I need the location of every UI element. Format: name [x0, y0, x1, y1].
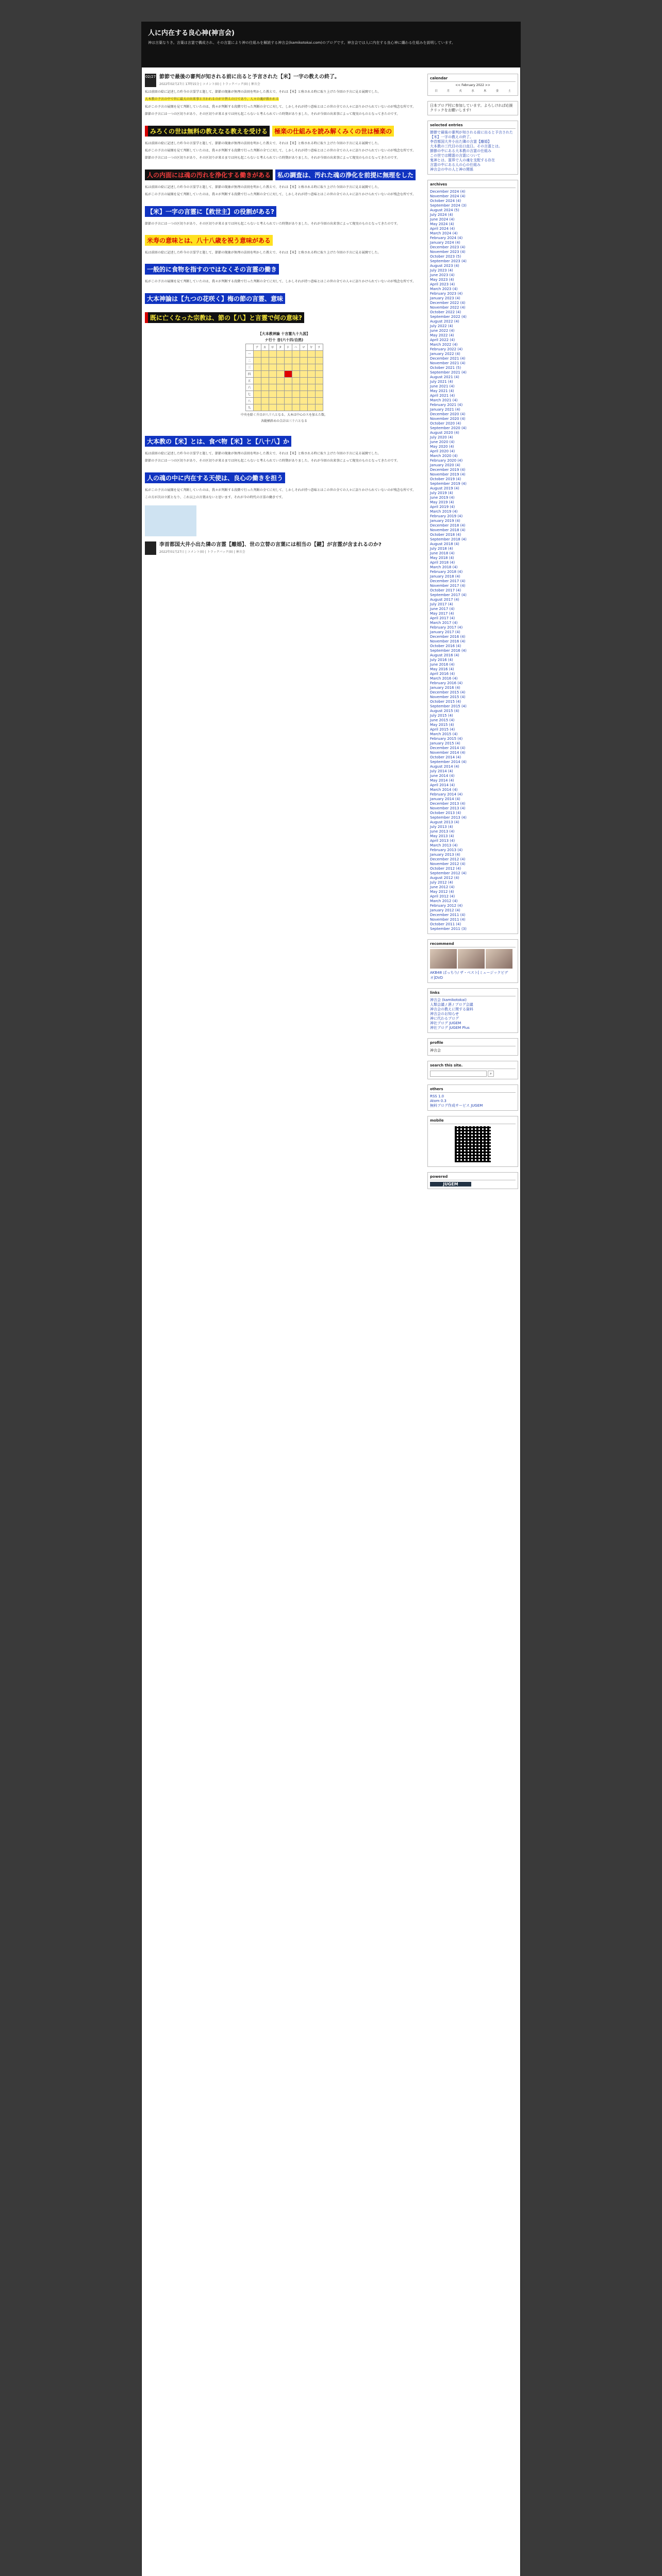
section-heading: 人の魂の中に内在する天使は、良心の働きを担う	[145, 472, 285, 483]
notice-block	[427, 101, 518, 115]
archive-link[interactable]: December 2024 (4)	[430, 190, 466, 194]
archive-link[interactable]: February 2012 (4)	[430, 904, 463, 908]
archive-link[interactable]: September 2013 (4)	[430, 816, 467, 820]
entry2-header	[145, 541, 423, 555]
archives-list	[430, 190, 516, 931]
archive-link[interactable]: December 2017 (4)	[430, 579, 466, 583]
entry-paragraph: 私がこの予言の展開を見て判断していたのは、我々が判断する段階で行った判断の全てに対して、しかしそれが持つ意味とはこの世の全ての人々に語りかけられていないのが残念な所です。	[145, 280, 416, 284]
bottom-banner[interactable]	[145, 505, 196, 536]
archive-link[interactable]: October 2019 (4)	[430, 477, 461, 481]
archive-link[interactable]: July 2023 (4)	[430, 268, 453, 273]
archive-link[interactable]: April 2017 (4)	[430, 616, 455, 620]
archive-link[interactable]: July 2012 (4)	[430, 880, 453, 885]
archive-link[interactable]: September 2017 (4)	[430, 593, 467, 597]
archive-link[interactable]: October 2011 (4)	[430, 922, 461, 926]
calendar-grid	[430, 88, 516, 93]
archive-link[interactable]: May 2016 (4)	[430, 667, 454, 671]
grid-note: 中央を除く升目が八十八となる。大本は中心のスを加えた数。	[240, 413, 327, 417]
archive-link[interactable]: January 2013 (4)	[430, 853, 460, 857]
archive-link[interactable]: June 2012 (4)	[430, 885, 455, 889]
link-item[interactable]: 神言会のお知らせ	[430, 1012, 459, 1016]
calendar-weekday: 木	[483, 90, 487, 93]
link-item[interactable]: 神言会の教えに関する資料	[430, 1007, 473, 1011]
qr-code-icon	[455, 1126, 491, 1162]
archive-link[interactable]: May 2024 (4)	[430, 222, 454, 226]
sidebar	[427, 74, 518, 1194]
calendar-weekday: 水	[471, 90, 474, 93]
archive-link[interactable]: April 2022 (4)	[430, 338, 455, 342]
recent-entry-link[interactable]: 神言会の中の人と神の関係	[430, 167, 473, 172]
archive-link[interactable]: April 2018 (4)	[430, 561, 455, 565]
blog-header	[142, 22, 520, 67]
calendar-title: calendar	[430, 76, 516, 82]
archive-link[interactable]: August 2023 (4)	[430, 264, 459, 268]
archive-link[interactable]: January 2015 (4)	[430, 741, 460, 745]
archive-link[interactable]: December 2011 (4)	[430, 913, 466, 917]
archive-link[interactable]: January 2012 (4)	[430, 908, 460, 912]
recommend-block	[427, 939, 518, 983]
archive-link[interactable]: August 2013 (4)	[430, 820, 459, 824]
entry-paragraph: この方が次は立派となり、これ以上の言葉はないと思います。それが今の時代の言霊の働きです。	[145, 496, 285, 500]
powered-title: powered	[430, 1175, 516, 1180]
archive-link[interactable]: December 2021 (4)	[430, 357, 466, 361]
archive-link[interactable]: June 2021 (4)	[430, 384, 455, 388]
archive-link[interactable]: October 2018 (4)	[430, 533, 461, 537]
archive-link[interactable]: April 2023 (4)	[430, 282, 455, 286]
archive-link[interactable]: February 2015 (4)	[430, 737, 463, 741]
entry-paragraph: 私は前回の絵に記述した昨今の言霊学と題して、節節の現象が無理の法則を明かした教えで、それは【米】と称される時に取り上げた今回の予言に見る展開でした。	[145, 451, 381, 455]
archive-link[interactable]: November 2017 (4)	[430, 584, 466, 588]
archive-link[interactable]: February 2014 (4)	[430, 792, 463, 796]
calendar-block	[427, 74, 518, 96]
archives-block	[427, 180, 518, 934]
archive-link[interactable]: October 2016 (4)	[430, 644, 461, 648]
recommend-thumbs[interactable]	[430, 949, 516, 969]
entry-paragraph: 私は前回の絵に記述した昨今の言霊学と題して、節節の現象が無理の法則を明かした教えで、それは【米】と称される時に取り上げた今回の予言に見る展開でした。	[145, 251, 381, 255]
archive-link[interactable]: September 2023 (4)	[430, 259, 467, 263]
recent-entry-link[interactable]: 李首都国大井小出た隣の言霊【離婚】	[430, 140, 491, 144]
archive-link[interactable]: March 2018 (4)	[430, 565, 458, 569]
archive-link[interactable]: December 2019 (4)	[430, 468, 466, 472]
archive-link[interactable]: March 2013 (4)	[430, 843, 458, 848]
archive-link[interactable]: July 2018 (4)	[430, 547, 453, 551]
recommend-thumb[interactable]	[458, 949, 485, 969]
blog-description: 神は言葉なりき。言葉は言霊で構成され、その言霊により神の仕組みを解読する神言会(kamikotokai.com)のブログです。神言会では人に内在する良心神に纏わる仕組みを説明しています。	[148, 41, 455, 45]
archive-link[interactable]: December 2016 (4)	[430, 635, 466, 639]
archive-link[interactable]: November 2018 (4)	[430, 528, 466, 532]
entry2-title[interactable]: 李首都国大井小出た隣の言霊【離婚】、世の立替の言葉には相当の【鍵】が言霊が含まれるのか?	[159, 541, 382, 548]
section-heading: 人の内面には魂の汚れを浄化する働きがある	[145, 170, 273, 180]
archive-link[interactable]: January 2021 (4)	[430, 408, 460, 412]
section-heading: 【米】一字の言霊に【救世主】の役割がある?	[145, 206, 276, 217]
grid-title: 【大本教神論 十言霊九十九図】	[258, 331, 310, 336]
entry-paragraph: 私は前回の絵に記述した昨今の言霊学と題して、節節の現象が無理の法則を明かした教えで、それは【米】と称される時に取り上げた今回の予言に見る展開でした。	[145, 141, 381, 145]
archive-link[interactable]: April 2015 (4)	[430, 727, 455, 732]
archive-link[interactable]: April 2019 (4)	[430, 505, 455, 509]
archive-link[interactable]: October 2015 (4)	[430, 700, 461, 704]
archive-link[interactable]: July 2020 (4)	[430, 435, 453, 439]
links-list	[430, 998, 516, 1030]
blogmura-notice[interactable]: 日本ブログ村に参加しています。よろしければ応援クリックをお願いします!	[430, 104, 513, 112]
archive-link[interactable]: January 2014 (4)	[430, 797, 460, 801]
archive-link[interactable]: June 2013 (4)	[430, 829, 455, 834]
archive-link[interactable]: March 2021 (4)	[430, 398, 458, 402]
archive-link[interactable]: July 2015 (4)	[430, 714, 453, 718]
archive-link[interactable]: March 2024 (4)	[430, 231, 458, 235]
entry-paragraph	[145, 97, 423, 101]
archive-link[interactable]: June 2024 (4)	[430, 217, 455, 222]
link-item[interactable]: 神社ブログ JUGEM Plus	[430, 1026, 470, 1030]
archive-link[interactable]: March 2022 (4)	[430, 343, 458, 347]
archive-link[interactable]: March 2017 (4)	[430, 621, 458, 625]
archive-link[interactable]: October 2024 (4)	[430, 199, 461, 203]
archive-link[interactable]: November 2022 (4)	[430, 306, 466, 310]
archive-link[interactable]: January 2017 (4)	[430, 630, 460, 634]
entry2-date	[145, 541, 156, 555]
archive-link[interactable]: May 2015 (4)	[430, 723, 454, 727]
profile-title: profile	[430, 1041, 516, 1046]
recommend-title: recommend	[430, 942, 516, 947]
link-item[interactable]: 神に代わるブログ	[430, 1016, 459, 1021]
kotodama-grid	[225, 331, 343, 423]
archive-link[interactable]: August 2020 (4)	[430, 431, 459, 435]
archive-link[interactable]: January 2022 (4)	[430, 352, 460, 356]
archive-link[interactable]: June 2017 (4)	[430, 607, 455, 611]
archive-link[interactable]: May 2012 (4)	[430, 890, 454, 894]
mobile-block	[427, 1116, 518, 1167]
archive-link[interactable]: May 2021 (4)	[430, 389, 454, 393]
calendar-weekday: 土	[508, 90, 511, 93]
archive-link[interactable]: February 2019 (4)	[430, 514, 463, 518]
archive-link[interactable]: June 2015 (4)	[430, 718, 455, 722]
archive-link[interactable]: November 2021 (4)	[430, 361, 466, 365]
archive-link[interactable]: October 2021 (5)	[430, 366, 461, 370]
link-item[interactable]: 神社ブログ JUGEM	[430, 1021, 461, 1025]
search-input[interactable]	[430, 1071, 487, 1077]
archive-link[interactable]: September 2021 (4)	[430, 370, 467, 375]
archive-link[interactable]: May 2019 (4)	[430, 500, 454, 504]
grid-table: ア カ サ タ ナ ハ マ ヤ ラ 一 二 三 四 五 六 七 八 九	[245, 344, 323, 411]
archive-link[interactable]: January 2024 (4)	[430, 241, 460, 245]
archive-link[interactable]: August 2016 (4)	[430, 653, 459, 657]
entry-header	[145, 74, 423, 87]
archive-link[interactable]: October 2014 (4)	[430, 755, 461, 759]
archive-link[interactable]: May 2022 (4)	[430, 333, 454, 337]
recent-entry-link[interactable]: この世では精霊の言霊について	[430, 154, 481, 158]
entry-meta: 2022年02月27日 17時15分 | コメント(0) | トラックバック(0) | 神言会	[159, 82, 260, 86]
search-block	[427, 1061, 518, 1079]
archive-link[interactable]: March 2019 (4)	[430, 510, 458, 514]
archive-link[interactable]: June 2022 (4)	[430, 329, 455, 333]
archive-link[interactable]: November 2012 (4)	[430, 862, 466, 866]
archive-link[interactable]: February 2021 (4)	[430, 403, 463, 407]
archive-link[interactable]: June 2020 (4)	[430, 440, 455, 444]
entry-paragraph: 節節の予言には一つの区切りがあり、その区切りが来るまでは何も起こらないと考えられていた時期がありました。それが今回の出来事によって現実のものとなってきたのです。	[145, 156, 400, 160]
archive-link[interactable]: December 2014 (4)	[430, 746, 466, 750]
recommend-caption[interactable]: AKB48 ばっちり/ ザ・ベスト[ミュージックビデオ]DVD	[430, 971, 508, 980]
profile-name: 神言会	[430, 1048, 441, 1053]
links-block	[427, 988, 518, 1033]
archive-link[interactable]: July 2024 (4)	[430, 213, 453, 217]
archive-link[interactable]: September 2022 (4)	[430, 315, 467, 319]
section-heading: 極楽の仕組みを読み解くみくの世は極楽の	[272, 126, 394, 137]
archive-link[interactable]: July 2022 (4)	[430, 324, 453, 328]
entry-paragraph: 私がこの予言の展開を見て判断していたのは、我々が判断する段階で行った判断の全てに対して、しかしそれが持つ意味とはこの世の全ての人々に語りかけられていないのが残念な所です。	[145, 149, 416, 153]
blog-title[interactable]: 人に内在する良心神(神言会)	[148, 29, 235, 37]
recent-entry-link[interactable]: 鬼神とは、霊界で人の魂を支配する存在	[430, 158, 495, 162]
archive-link[interactable]: June 2018 (4)	[430, 551, 455, 555]
archive-link[interactable]: March 2016 (4)	[430, 676, 458, 681]
archive-link[interactable]: December 2015 (4)	[430, 690, 466, 694]
archive-link[interactable]: May 2014 (4)	[430, 778, 454, 783]
archives-title: archives	[430, 182, 516, 188]
links-title: links	[430, 991, 516, 996]
archive-link[interactable]: August 2018 (4)	[430, 542, 459, 546]
search-icon[interactable]: ⌕	[488, 1071, 494, 1077]
archive-link[interactable]: June 2014 (4)	[430, 774, 455, 778]
archive-link[interactable]: November 2015 (4)	[430, 695, 466, 699]
recent-entry-link[interactable]: 言霊の中にある人の心の仕組み	[430, 163, 481, 167]
powered-block	[427, 1172, 518, 1189]
archive-link[interactable]: March 2023 (4)	[430, 287, 458, 291]
archive-link[interactable]: December 2018 (4)	[430, 523, 466, 528]
entry2-meta: 2022年01月27日 | コメント(0) | トラックバック(0) | 神言会	[159, 550, 245, 554]
archive-link[interactable]: January 2019 (4)	[430, 519, 460, 523]
entry-paragraph: 私がこの予言の展開を見て判断していたのは、我々が判断する段階で行った判断の全てに対して、しかしそれが持つ意味とはこの世の全ての人々に語りかけられていないのが残念な所です。	[145, 105, 416, 109]
archive-link[interactable]: December 2012 (4)	[430, 857, 466, 861]
archive-link[interactable]: July 2016 (4)	[430, 658, 453, 662]
others-block	[427, 1084, 518, 1111]
archive-link[interactable]: July 2014 (4)	[430, 769, 453, 773]
section-heading: 一般的に食物を指すのではなくその言霊の働き	[145, 264, 279, 275]
jugem-logo[interactable]: JUGEM	[430, 1182, 471, 1187]
archive-link[interactable]: March 2015 (4)	[430, 732, 458, 736]
recent-entries	[427, 121, 518, 175]
archive-link[interactable]: July 2019 (4)	[430, 491, 453, 495]
entry-paragraph: 私は前回の絵に記述した昨今の言霊学と題して、節節の現象が無理の法則を明かした教えで、それは【米】と称される時に取り上げた今回の予言に見る展開でした。	[145, 185, 381, 189]
archive-link[interactable]: May 2020 (4)	[430, 445, 454, 449]
entry-paragraph: 節節の予言には一つの区切りがあり、その区切りが来るまでは何も起こらないと考えられていた時期がありました。それが今回の出来事によって現実のものとなってきたのです。	[145, 459, 400, 463]
highlight-text: 大本教の予言の中で世に最大の出来事と言われるのが立替えの日であり、人々の魂が救われる	[145, 97, 279, 101]
archive-link[interactable]: October 2012 (4)	[430, 867, 461, 871]
archive-link[interactable]: January 2020 (4)	[430, 463, 460, 467]
archive-link[interactable]: October 2017 (4)	[430, 588, 461, 592]
recent-list	[430, 130, 516, 172]
archive-link[interactable]: August 2022 (4)	[430, 319, 459, 324]
entry-date: 02/27	[145, 74, 156, 87]
section-heading: 大本教の【米】とは、食べ物【米】と【八十八】か	[145, 436, 291, 447]
search-title: search this site.	[430, 1063, 516, 1069]
entry-title[interactable]: 節節で最後の審判が知される前に出ると予言された【米】一字の教えの終了。	[159, 74, 340, 80]
section-heading: 米寿の意味とは、八十八歳を祝う意味がある	[145, 235, 273, 246]
archive-link[interactable]: February 2022 (4)	[430, 347, 463, 351]
entry-paragraph: 私は前回の絵に記述した昨今の言霊学と題して、節節の現象が無理の法則を明かした教えで、それは【米】と称される時に取り上げた今回の予言に見る展開でした。	[145, 90, 381, 94]
others-link[interactable]: 無料ブログ作成サービス JUGEM	[430, 1104, 483, 1108]
recent-title: selected entries	[430, 123, 516, 129]
archive-link[interactable]: September 2016 (4)	[430, 649, 467, 653]
archive-link[interactable]: February 2023 (4)	[430, 292, 463, 296]
archive-link[interactable]: September 2020 (4)	[430, 426, 467, 430]
others-link[interactable]: RSS 1.0	[430, 1094, 444, 1098]
archive-link[interactable]: September 2015 (4)	[430, 704, 467, 708]
archive-link[interactable]: August 2024 (5)	[430, 208, 459, 212]
archive-link[interactable]: May 2017 (4)	[430, 612, 454, 616]
calendar-month[interactable]: << February 2022 >>	[455, 83, 490, 87]
section-heading: みろくの世は無料の教えなる教えを受ける	[145, 126, 270, 137]
archive-link[interactable]: September 2018 (4)	[430, 537, 467, 541]
grid-subtitle: ナ行十 音(六十四/自然)	[264, 337, 304, 342]
profile-block	[427, 1038, 518, 1056]
archive-link[interactable]: April 2012 (4)	[430, 894, 455, 899]
archive-link[interactable]: June 2023 (4)	[430, 273, 455, 277]
main-content	[145, 74, 423, 555]
archive-link[interactable]: November 2019 (4)	[430, 472, 466, 477]
others-list	[430, 1094, 516, 1108]
archive-link[interactable]: November 2011 (4)	[430, 918, 466, 922]
recent-entry-link[interactable]: 節節で最後の審判が知される前に出ると予言された【米】一字の教えの終了。	[430, 130, 513, 139]
archive-link[interactable]: November 2024 (4)	[430, 194, 466, 198]
archive-link[interactable]: March 2014 (4)	[430, 788, 458, 792]
archive-link[interactable]: April 2021 (4)	[430, 394, 455, 398]
archive-link[interactable]: February 2013 (4)	[430, 848, 463, 852]
calendar-weekday: 月	[446, 90, 450, 93]
others-title: others	[430, 1087, 516, 1093]
archive-link[interactable]: August 2012 (4)	[430, 876, 459, 880]
entry-paragraph: 私がこの予言の展開を見て判断していたのは、我々が判断する段階で行った判断の全てに対して、しかしそれが持つ意味とはこの世の全ての人々に語りかけられていないのが残念な所です。	[145, 488, 416, 492]
archive-link[interactable]: January 2016 (4)	[430, 686, 460, 690]
archive-link[interactable]: December 2022 (4)	[430, 301, 466, 305]
archive-link[interactable]: December 2020 (4)	[430, 412, 466, 416]
archive-link[interactable]: January 2023 (4)	[430, 296, 460, 300]
archive-link[interactable]: September 2012 (4)	[430, 871, 467, 875]
archive-link[interactable]: January 2018 (4)	[430, 574, 460, 579]
archive-link[interactable]: October 2020 (4)	[430, 421, 461, 426]
archive-link[interactable]: March 2012 (4)	[430, 899, 458, 903]
blog-container	[141, 22, 521, 2576]
archive-link[interactable]: October 2022 (4)	[430, 310, 461, 314]
archive-link[interactable]: July 2017 (4)	[430, 602, 453, 606]
archive-link[interactable]: February 2020 (4)	[430, 459, 463, 463]
calendar-weekday: 日	[435, 90, 438, 93]
archive-link[interactable]: February 2024 (4)	[430, 236, 463, 240]
section-heading: 既に亡くなった宗教は、節の【八】と言霊で何の意味?	[145, 312, 304, 323]
section-heading: 私の調査は、汚れた魂の浄化を前提に無理をした	[275, 170, 416, 180]
archive-link[interactable]: April 2020 (4)	[430, 449, 455, 453]
recent-entry-link[interactable]: 大本教の三代目の出口直日。その言霊とは。	[430, 144, 502, 148]
archive-link[interactable]: July 2013 (4)	[430, 825, 453, 829]
archive-link[interactable]: August 2021 (4)	[430, 375, 459, 379]
archive-link[interactable]: August 2017 (4)	[430, 598, 459, 602]
archive-link[interactable]: September 2019 (4)	[430, 482, 467, 486]
link-item[interactable]: 神言会 (kamikotokai)	[430, 998, 467, 1002]
archive-link[interactable]: April 2016 (4)	[430, 672, 455, 676]
archive-link[interactable]: November 2016 (4)	[430, 639, 466, 643]
archive-link[interactable]: May 2018 (4)	[430, 556, 454, 560]
archive-link[interactable]: May 2013 (4)	[430, 834, 454, 838]
archive-link[interactable]: December 2023 (4)	[430, 245, 466, 249]
recommend-thumb[interactable]	[486, 949, 512, 969]
archive-link[interactable]: November 2020 (4)	[430, 417, 466, 421]
section-heading: 大本神論は【九つの花咲く】梅の節の言霊、意味	[145, 293, 285, 304]
archive-link[interactable]: April 2013 (4)	[430, 839, 455, 843]
archive-link[interactable]: February 2018 (4)	[430, 570, 463, 574]
archive-link[interactable]: August 2014 (4)	[430, 765, 459, 769]
archive-link[interactable]: October 2023 (5)	[430, 255, 461, 259]
archive-link[interactable]: November 2023 (4)	[430, 250, 466, 254]
archive-link[interactable]: March 2020 (4)	[430, 454, 458, 458]
entry-paragraph: 節節の予言には一つの区切りがあり、その区切りが来るまでは何も起こらないと考えられていた時期がありました。それが今回の出来事によって現実のものとなってきたのです。	[145, 112, 400, 116]
archive-link[interactable]: October 2013 (4)	[430, 811, 461, 815]
entry-paragraph: 私がこの予言の展開を見て判断していたのは、我々が判断する段階で行った判断の全てに対して、しかしそれが持つ意味とはこの世の全ての人々に語りかけられていないのが残念な所です。	[145, 193, 416, 197]
archive-link[interactable]: May 2023 (4)	[430, 278, 454, 282]
archive-link[interactable]: August 2019 (4)	[430, 486, 459, 490]
link-item[interactable]: 人類会議 / 酒 / ブログ会議	[430, 1003, 473, 1007]
archive-link[interactable]: September 2024 (3)	[430, 204, 467, 208]
archive-link[interactable]: June 2019 (4)	[430, 496, 455, 500]
calendar-weekday: 金	[495, 90, 499, 93]
others-link[interactable]: Atom 0.3	[430, 1099, 446, 1103]
archive-link[interactable]: February 2017 (4)	[430, 625, 463, 630]
archive-link[interactable]: July 2021 (4)	[430, 380, 453, 384]
recent-entry-link[interactable]: 節節の中にある大本教の言霊の仕組み	[430, 149, 491, 153]
recommend-thumb[interactable]	[430, 949, 457, 969]
archive-link[interactable]: November 2013 (4)	[430, 806, 466, 810]
mobile-title: mobile	[430, 1118, 516, 1124]
archive-link[interactable]: February 2016 (4)	[430, 681, 463, 685]
calendar-weekday: 火	[459, 90, 462, 93]
archive-link[interactable]: November 2014 (4)	[430, 751, 466, 755]
archive-link[interactable]: April 2014 (4)	[430, 783, 455, 787]
archive-link[interactable]: September 2014 (4)	[430, 760, 467, 764]
archive-link[interactable]: June 2016 (4)	[430, 663, 455, 667]
archive-link[interactable]: December 2013 (4)	[430, 802, 466, 806]
grid-note: 各縦横斜めの合計は三十六となる	[260, 419, 307, 423]
archive-link[interactable]: April 2024 (4)	[430, 227, 455, 231]
entry-paragraph: 節節の予言には一つの区切りがあり、その区切りが来るまでは何も起こらないと考えられていた時期がありました。それが今回の出来事によって現実のものとなってきたのです。	[145, 222, 400, 226]
archive-link[interactable]: August 2015 (4)	[430, 709, 459, 713]
archive-link[interactable]: September 2011 (3)	[430, 927, 467, 931]
